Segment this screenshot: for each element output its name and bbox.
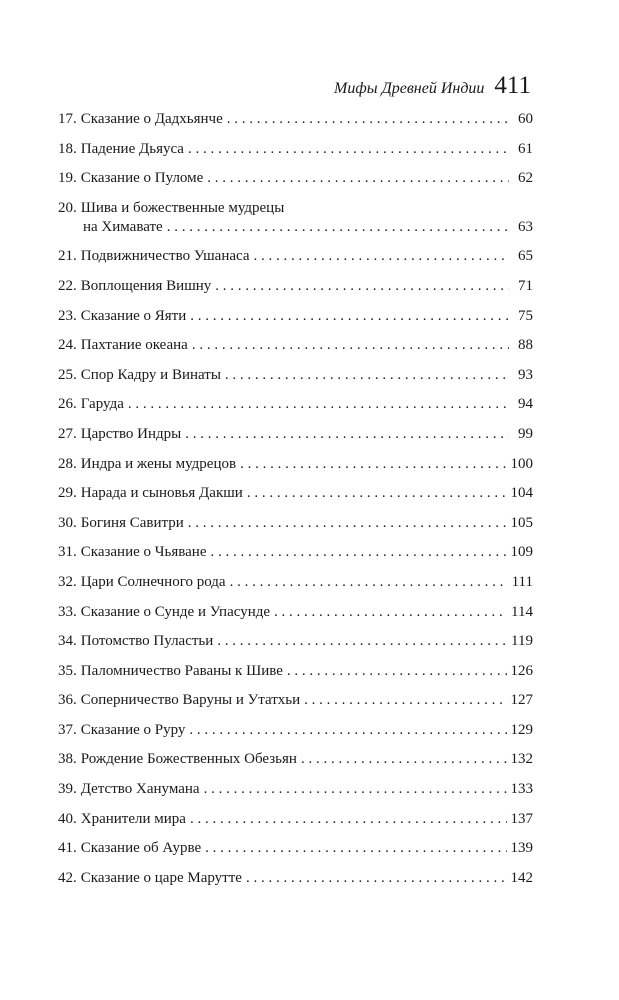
entry-number: 41. xyxy=(58,840,77,857)
entry-number: 18. xyxy=(58,140,77,157)
entry-page: 133 xyxy=(510,781,533,798)
toc-entry xyxy=(58,869,533,888)
entry-number: 36. xyxy=(58,692,77,709)
dot-leader xyxy=(247,484,507,503)
entry-title: Цари Солнечного рода xyxy=(80,573,226,590)
entry-number: 26. xyxy=(58,396,77,413)
entry-number: 23. xyxy=(58,307,77,324)
entry-page: 75 xyxy=(518,307,533,324)
dot-leader xyxy=(204,780,507,799)
page-number: 411 xyxy=(494,72,531,99)
toc-entry xyxy=(58,839,533,858)
entry-title: Сказание о Сунде и Упасунде xyxy=(80,603,271,620)
toc-entry xyxy=(58,110,533,129)
dot-leader xyxy=(192,336,509,355)
entry-number: 42. xyxy=(58,869,77,886)
entry-title: Паломничество Раваны к Шиве xyxy=(80,662,283,679)
toc-entry xyxy=(58,810,533,829)
dot-leader xyxy=(188,514,507,533)
entry-number: 19. xyxy=(58,170,77,187)
toc-entry xyxy=(58,455,533,474)
toc-entry xyxy=(58,750,533,769)
dot-leader xyxy=(205,839,506,858)
toc-entry xyxy=(58,780,533,799)
entry-page: 129 xyxy=(510,721,533,738)
entry-page: 94 xyxy=(518,396,533,413)
entry-page: 71 xyxy=(518,277,533,294)
entry-page: 127 xyxy=(510,692,533,709)
entry-title: Хранители мира xyxy=(80,810,186,827)
entry-page: 60 xyxy=(518,111,533,127)
entry-title: Сказание о Пуломе xyxy=(80,170,204,187)
toc-entry xyxy=(58,484,533,503)
toc-entry xyxy=(58,140,533,159)
entry-title: Пахтание океана xyxy=(80,337,188,354)
entry-page: 63 xyxy=(518,218,533,235)
entry-number: 34. xyxy=(58,633,77,650)
entry-number: 38. xyxy=(58,751,77,768)
entry-page: 62 xyxy=(518,170,533,187)
entry-title: Потомство Пуластьи xyxy=(80,633,214,650)
entry-page: 142 xyxy=(510,869,533,886)
running-header-title: Мифы Древней Индии xyxy=(334,80,485,97)
entry-page: 65 xyxy=(518,248,533,265)
toc-entry xyxy=(58,247,533,266)
entry-title: Сказание о царе Марутте xyxy=(80,869,242,886)
entry-title: Сказание о Руру xyxy=(80,721,186,738)
entry-title: Гаруда xyxy=(80,396,124,413)
dot-leader xyxy=(211,543,507,562)
entry-title-continuation: на Химавате xyxy=(83,218,163,235)
entry-title: Падение Дьяуса xyxy=(80,140,184,157)
entry-title: Подвижничество Ушанаса xyxy=(80,248,250,265)
entry-page: 105 xyxy=(510,514,533,531)
entry-title: Богиня Савитри xyxy=(80,514,184,531)
entry-title: Детство Ханумана xyxy=(80,781,200,798)
toc-entry xyxy=(58,336,533,355)
entry-page: 61 xyxy=(518,140,533,157)
entry-page: 114 xyxy=(511,603,533,620)
toc-entry xyxy=(58,543,533,562)
toc-entry xyxy=(58,395,533,414)
toc-entry xyxy=(58,199,533,237)
entry-number: 27. xyxy=(58,425,77,442)
entry-number: 31. xyxy=(58,544,77,561)
entry-title: Шива и божественные мудрецы xyxy=(80,199,285,216)
toc-entry xyxy=(58,366,533,385)
toc-entry xyxy=(58,603,533,622)
entry-page: 100 xyxy=(510,455,533,472)
entry-number: 25. xyxy=(58,366,77,383)
entry-page: 137 xyxy=(510,810,533,827)
toc-entry xyxy=(58,662,533,681)
entry-title: Рождение Божественных Обезьян xyxy=(80,751,297,768)
entry-title: Царство Индры xyxy=(80,425,182,442)
dot-leader xyxy=(190,307,509,326)
toc-entry xyxy=(58,169,533,188)
entry-page: 99 xyxy=(518,425,533,442)
dot-leader xyxy=(304,691,506,710)
entry-page: 119 xyxy=(511,633,533,650)
toc-entry xyxy=(58,573,533,592)
table-of-contents xyxy=(58,110,533,898)
entry-page: 104 xyxy=(510,485,533,502)
entry-page: 132 xyxy=(510,751,533,768)
dot-leader xyxy=(167,218,509,237)
toc-entry xyxy=(58,691,533,710)
entry-number: 39. xyxy=(58,781,77,798)
entry-title: Спор Кадру и Винаты xyxy=(80,366,221,383)
toc-entry xyxy=(58,307,533,326)
dot-leader xyxy=(254,247,509,266)
entry-number: 35. xyxy=(58,662,77,679)
entry-page: 111 xyxy=(511,573,533,590)
entry-number: 17. xyxy=(58,111,77,127)
dot-leader xyxy=(240,455,506,474)
toc-entry xyxy=(58,425,533,444)
dot-leader xyxy=(185,425,509,444)
dot-leader xyxy=(189,721,506,740)
entry-title: Нарада и сыновья Дакши xyxy=(80,485,243,502)
dot-leader xyxy=(215,277,509,296)
entry-number: 37. xyxy=(58,721,77,738)
toc-entry xyxy=(58,277,533,296)
dot-leader xyxy=(128,395,509,414)
entry-number: 20. xyxy=(58,199,77,216)
dot-leader xyxy=(190,810,507,829)
entry-title: Сказание о Дадхьянче xyxy=(80,111,223,127)
entry-number: 28. xyxy=(58,455,77,472)
entry-page: 109 xyxy=(510,544,533,561)
entry-number: 22. xyxy=(58,277,77,294)
dot-leader xyxy=(217,632,507,651)
entry-title: Сказание об Аурве xyxy=(80,840,202,857)
dot-leader xyxy=(188,140,509,159)
entry-page: 139 xyxy=(510,840,533,857)
dot-leader xyxy=(207,169,509,188)
entry-page: 88 xyxy=(518,337,533,354)
entry-title: Сказание о Яяти xyxy=(80,307,187,324)
entry-number: 33. xyxy=(58,603,77,620)
entry-title: Сказание о Чьяване xyxy=(80,544,207,561)
dot-leader xyxy=(230,573,508,592)
entry-title: Соперничество Варуны и Утатхьи xyxy=(80,692,301,709)
entry-page: 93 xyxy=(518,366,533,383)
toc-entry xyxy=(58,514,533,533)
entry-page: 126 xyxy=(510,662,533,679)
dot-leader xyxy=(227,110,509,129)
entry-number: 32. xyxy=(58,573,77,590)
dot-leader xyxy=(225,366,509,385)
entry-number: 29. xyxy=(58,485,77,502)
toc-entry xyxy=(58,721,533,740)
dot-leader xyxy=(287,662,507,681)
entry-number: 24. xyxy=(58,337,77,354)
dot-leader xyxy=(246,869,507,888)
dot-leader xyxy=(274,603,507,622)
entry-number: 21. xyxy=(58,248,77,265)
entry-number: 40. xyxy=(58,810,77,827)
toc-entry xyxy=(58,632,533,651)
entry-number: 30. xyxy=(58,514,77,531)
running-header xyxy=(334,72,531,100)
entry-title: Воплощения Вишну xyxy=(80,277,212,294)
entry-title: Индра и жены мудрецов xyxy=(80,455,237,472)
dot-leader xyxy=(301,750,507,769)
